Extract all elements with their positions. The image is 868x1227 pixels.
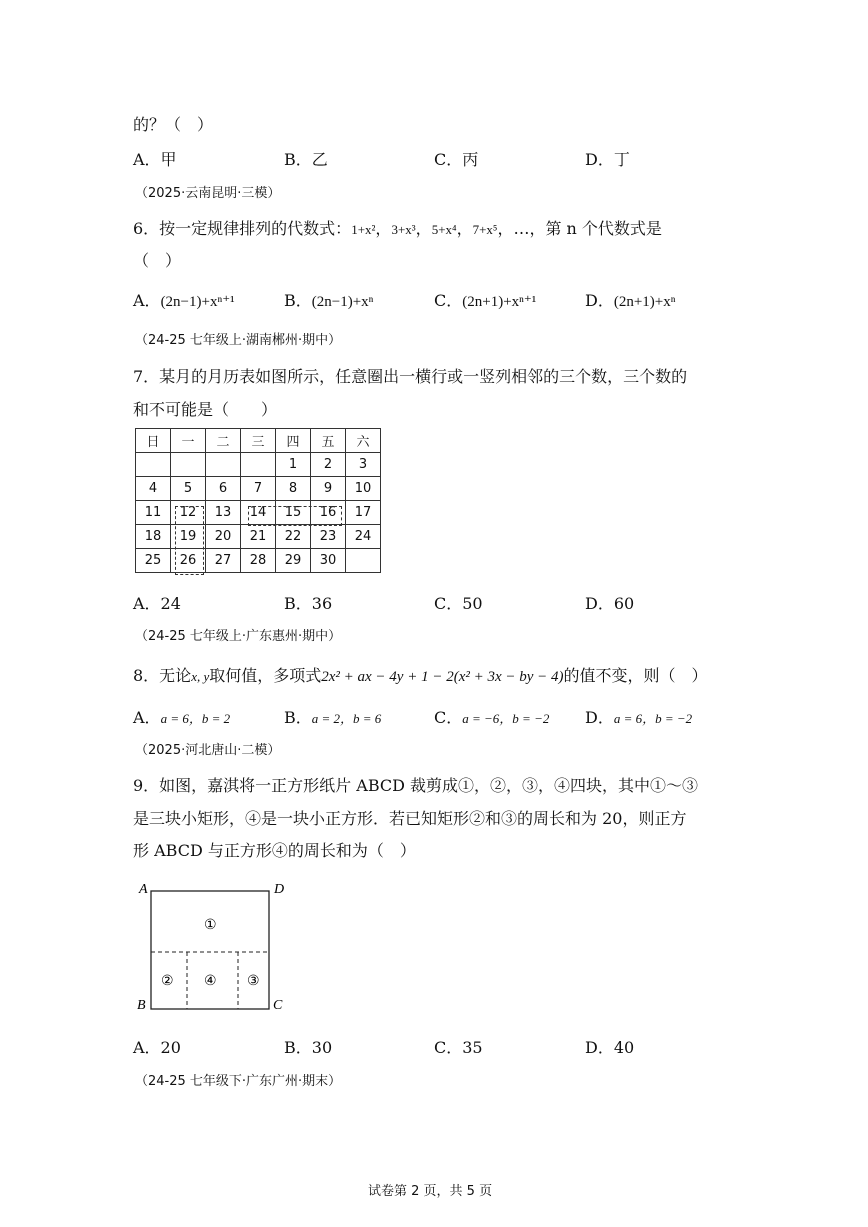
calendar-row — [136, 525, 381, 549]
calendar-cell: 11 — [136, 501, 171, 525]
calendar-cell: 29 — [276, 549, 311, 573]
calendar-header-cell: 日 — [136, 429, 171, 453]
calendar-cell: 28 — [241, 549, 276, 573]
q7-stem-line1: 7．某月的月历表如图所示，任意圈出一横行或一竖列相邻的三个数，三个数的 — [133, 367, 688, 386]
q6-source: （2025·云南昆明·三模） — [135, 186, 281, 201]
calendar-cell: 26 — [171, 549, 206, 573]
q5-option-c: C．丙 — [434, 150, 479, 169]
q7-option-b: B．36 — [284, 594, 333, 613]
q6-term-4: 7+x⁵ — [472, 222, 498, 237]
calendar-row — [136, 549, 381, 573]
square-abcd-outline — [151, 891, 269, 1009]
calendar-cell: 13 — [206, 501, 241, 525]
q6-stem: 6．按一定规律排列的代数式：1+x²，3+x³，5+x⁴，7+x⁵，…，第 n 个代数式是 — [133, 219, 662, 238]
q7-option-a: A．24 — [133, 594, 181, 613]
q8-option-c: C．a = −6，b = −2 — [434, 708, 550, 727]
calendar-cell: 23 — [311, 525, 346, 549]
vertex-label-c: C — [273, 998, 283, 1013]
calendar-row — [136, 453, 381, 477]
q7-stem-line2: 和不可能是（ ） — [133, 400, 278, 419]
calendar-cell: 15 — [276, 501, 311, 525]
calendar-cell: 25 — [136, 549, 171, 573]
q6-option-c: C．(2n+1)+xⁿ⁺¹ — [434, 291, 537, 310]
calendar-header-cell: 一 — [171, 429, 206, 453]
q6-stem-start: 6．按一定规律排列的代数式： — [133, 219, 352, 238]
region-1-label: ① — [204, 918, 217, 933]
calendar-cell: 10 — [346, 477, 381, 501]
square-cut-figure — [130, 878, 300, 1018]
q9-stem-line2: 是三块小矩形，④是一块小正方形．若已知矩形②和③的周长和为 20，则正方 — [133, 809, 687, 828]
q8-polynomial: 2x² + ax − 4y + 1 − 2(x² + 3x − by − 4) — [321, 669, 564, 685]
calendar-cell: 24 — [346, 525, 381, 549]
calendar-cell: 3 — [346, 453, 381, 477]
q6-term-2: 3+x³ — [391, 222, 416, 237]
calendar-cell — [171, 453, 206, 477]
region-3-label: ③ — [247, 974, 260, 989]
q6-term-1: 1+x² — [351, 222, 376, 237]
vertex-label-b: B — [137, 998, 146, 1013]
q6-term-3: 5+x⁴ — [431, 222, 457, 237]
q6-option-a: A．(2n−1)+xⁿ⁺¹ — [133, 291, 235, 310]
calendar-header-cell: 四 — [276, 429, 311, 453]
calendar-cell: 9 — [311, 477, 346, 501]
calendar-cell: 7 — [241, 477, 276, 501]
q7-source: （24-25 七年级上·湖南郴州·期中） — [135, 333, 342, 348]
calendar-cell: 16 — [311, 501, 346, 525]
calendar-cell: 20 — [206, 525, 241, 549]
calendar-header-row — [136, 429, 381, 453]
q8-option-d: D．a = 6，b = −2 — [585, 708, 693, 727]
q7-option-c: C．50 — [434, 594, 483, 613]
calendar-cell: 12 — [171, 501, 206, 525]
q9-source: （2025·河北唐山·二模） — [135, 743, 281, 758]
calendar-cell: 22 — [276, 525, 311, 549]
calendar-cell: 6 — [206, 477, 241, 501]
q8-source: （24-25 七年级上·广东惠州·期中） — [135, 629, 342, 644]
q7-option-d: D．60 — [585, 594, 635, 613]
calendar-cell: 1 — [276, 453, 311, 477]
calendar-cell: 17 — [346, 501, 381, 525]
q6-option-b: B．(2n−1)+xⁿ — [284, 291, 374, 310]
q9-option-d: D．40 — [585, 1038, 635, 1057]
calendar-cell: 27 — [206, 549, 241, 573]
q9-option-c: C．35 — [434, 1038, 483, 1057]
calendar-cell — [241, 453, 276, 477]
calendar-cell: 30 — [311, 549, 346, 573]
region-4-label: ④ — [204, 974, 217, 989]
calendar-cell: 8 — [276, 477, 311, 501]
q9-option-a: A．20 — [133, 1038, 181, 1057]
q5-option-a: A．甲 — [133, 150, 177, 169]
calendar-header-cell: 二 — [206, 429, 241, 453]
calendar-row — [136, 477, 381, 501]
q9-stem-line3: 形 ABCD 与正方形④的周长和为（ ） — [133, 841, 416, 860]
calendar-cell: 4 — [136, 477, 171, 501]
calendar-cell — [346, 549, 381, 573]
q8-vars: x, y — [191, 669, 210, 684]
calendar-header-cell: 五 — [311, 429, 346, 453]
calendar-cell — [206, 453, 241, 477]
region-2-label: ② — [161, 974, 174, 989]
q10-source: （24-25 七年级下·广东广州·期末） — [135, 1074, 342, 1089]
calendar-dashed-row-selection — [248, 506, 342, 526]
q8-option-a: A．a = 6，b = 2 — [133, 708, 231, 727]
vertex-label-d: D — [274, 882, 285, 897]
calendar-cell: 18 — [136, 525, 171, 549]
calendar-table — [135, 428, 381, 573]
q9-option-b: B．30 — [284, 1038, 333, 1057]
q8-stem: 8．无论x, y取何值，多项式2x² + ax − 4y + 1 − 2(x² + 3x − by − 4)的值不变，则（ ） — [133, 666, 708, 685]
calendar-cell: 2 — [311, 453, 346, 477]
q5-option-b: B．乙 — [284, 150, 328, 169]
calendar-cell — [136, 453, 171, 477]
q6-stem-line2: （ ） — [133, 251, 182, 270]
q9-stem-line1: 9．如图，嘉淇将一正方形纸片 ABCD 裁剪成①，②，③，④四块，其中①～③ — [133, 776, 699, 795]
page-footer: 试卷第 2 页，共 5 页 — [368, 1184, 493, 1199]
q8-option-b: B．a = 2，b = 6 — [284, 708, 382, 727]
calendar-cell: 19 — [171, 525, 206, 549]
calendar-cell: 21 — [241, 525, 276, 549]
q5-option-d: D．丁 — [585, 150, 630, 169]
calendar-cell: 14 — [241, 501, 276, 525]
q6-stem-end: ，…，第 n 个代数式是 — [497, 219, 662, 238]
calendar-header-cell: 三 — [241, 429, 276, 453]
calendar-cell: 5 — [171, 477, 206, 501]
q6-option-d: D．(2n+1)+xⁿ — [585, 291, 676, 310]
calendar-dashed-column-selection — [175, 506, 204, 575]
calendar-header-cell: 六 — [346, 429, 381, 453]
q5-stem-tail: 的？（ ） — [133, 115, 214, 134]
vertex-label-a: A — [139, 882, 148, 897]
